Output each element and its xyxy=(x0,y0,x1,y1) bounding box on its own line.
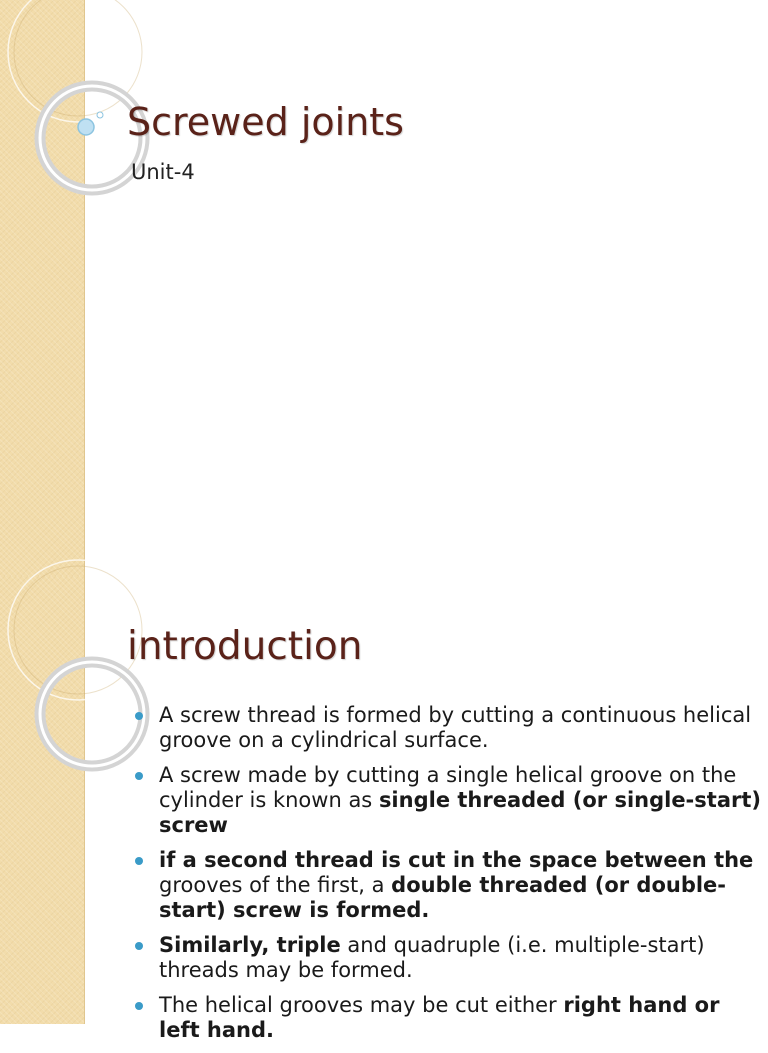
bullet-item xyxy=(131,703,761,753)
bullet-text: A screw thread is formed by cutting a continuous helical groove on a cylindrical surface. xyxy=(159,703,752,752)
content-slide xyxy=(0,576,768,1042)
bullet-text: A screw made by cutting a single helical groove on the cylinder is known as xyxy=(159,763,737,812)
decorative-side-band xyxy=(0,576,85,1024)
bullet-item xyxy=(131,933,761,983)
bullet-list xyxy=(131,703,761,1053)
bullet-text-bold: single threaded (or single-start) screw xyxy=(159,788,761,837)
bullet-text-bold: double threaded (or double-start) screw is formed. xyxy=(159,873,727,922)
slide-subtitle: Unit-4 xyxy=(131,160,195,184)
bullet-text-bold: if a second thread is cut in the space between the xyxy=(159,848,754,872)
bullet-text-bold: Similarly, triple xyxy=(159,933,341,957)
bullet-item xyxy=(131,763,761,838)
bullet-text-bold: right hand or left hand. xyxy=(159,993,720,1042)
bullet-item xyxy=(131,848,761,923)
decorative-side-band xyxy=(0,0,85,576)
bullet-text: and quadruple (i.e. multiple-start) threads may be formed. xyxy=(159,933,705,982)
slide-title: introduction xyxy=(127,624,363,669)
bullet-text: grooves of the first, a xyxy=(159,873,392,897)
bullet-item xyxy=(131,993,761,1043)
slide-title: Screwed joints xyxy=(127,100,404,144)
bullet-text: The helical grooves may be cut either xyxy=(159,993,564,1017)
